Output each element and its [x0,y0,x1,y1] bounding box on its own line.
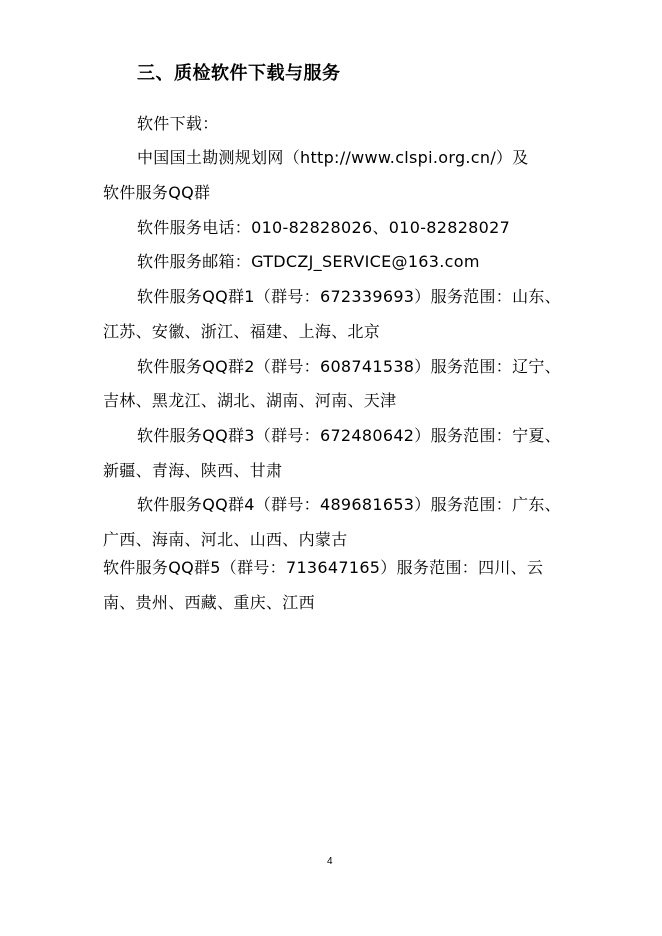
qq-group-4-line-2: 广西、海南、河北、山西、内蒙古 [103,530,348,549]
download-text-line-1: 中国国土勘测规划网（http://www.clspi.org.cn/）及 [137,148,529,167]
download-text-line-2: 软件服务QQ群 [103,183,211,202]
qq-group-1-line-1: 软件服务QQ群1（群号：672339693）服务范围：山东、 [137,287,561,306]
qq-group-3-line-2: 新疆、青海、陕西、甘肃 [103,461,283,480]
page-number: 4 [327,856,333,867]
qq-group-2-line-2: 吉林、黑龙江、湖北、湖南、河南、天津 [103,391,397,410]
download-label: 软件下载： [137,114,219,133]
qq-group-4-line-1: 软件服务QQ群4（群号：489681653）服务范围：广东、 [137,495,561,514]
service-email: 软件服务邮箱：GTDCZJ_SERVICE@163.com [137,252,480,271]
qq-group-3-line-1: 软件服务QQ群3（群号：672480642）服务范围：宁夏、 [137,426,561,445]
qq-group-5-line-2: 南、贵州、西藏、重庆、江西 [103,593,315,612]
service-phone: 软件服务电话：010-82828026、010-82828027 [137,218,511,237]
section-heading: 三、质检软件下载与服务 [137,63,341,84]
qq-group-2-line-1: 软件服务QQ群2（群号：608741538）服务范围：辽宁、 [137,357,561,376]
qq-group-1-line-2: 江苏、安徽、浙江、福建、上海、北京 [103,322,381,341]
qq-group-5-line-1: 软件服务QQ群5（群号：713647165）服务范围：四川、云 [103,558,544,577]
